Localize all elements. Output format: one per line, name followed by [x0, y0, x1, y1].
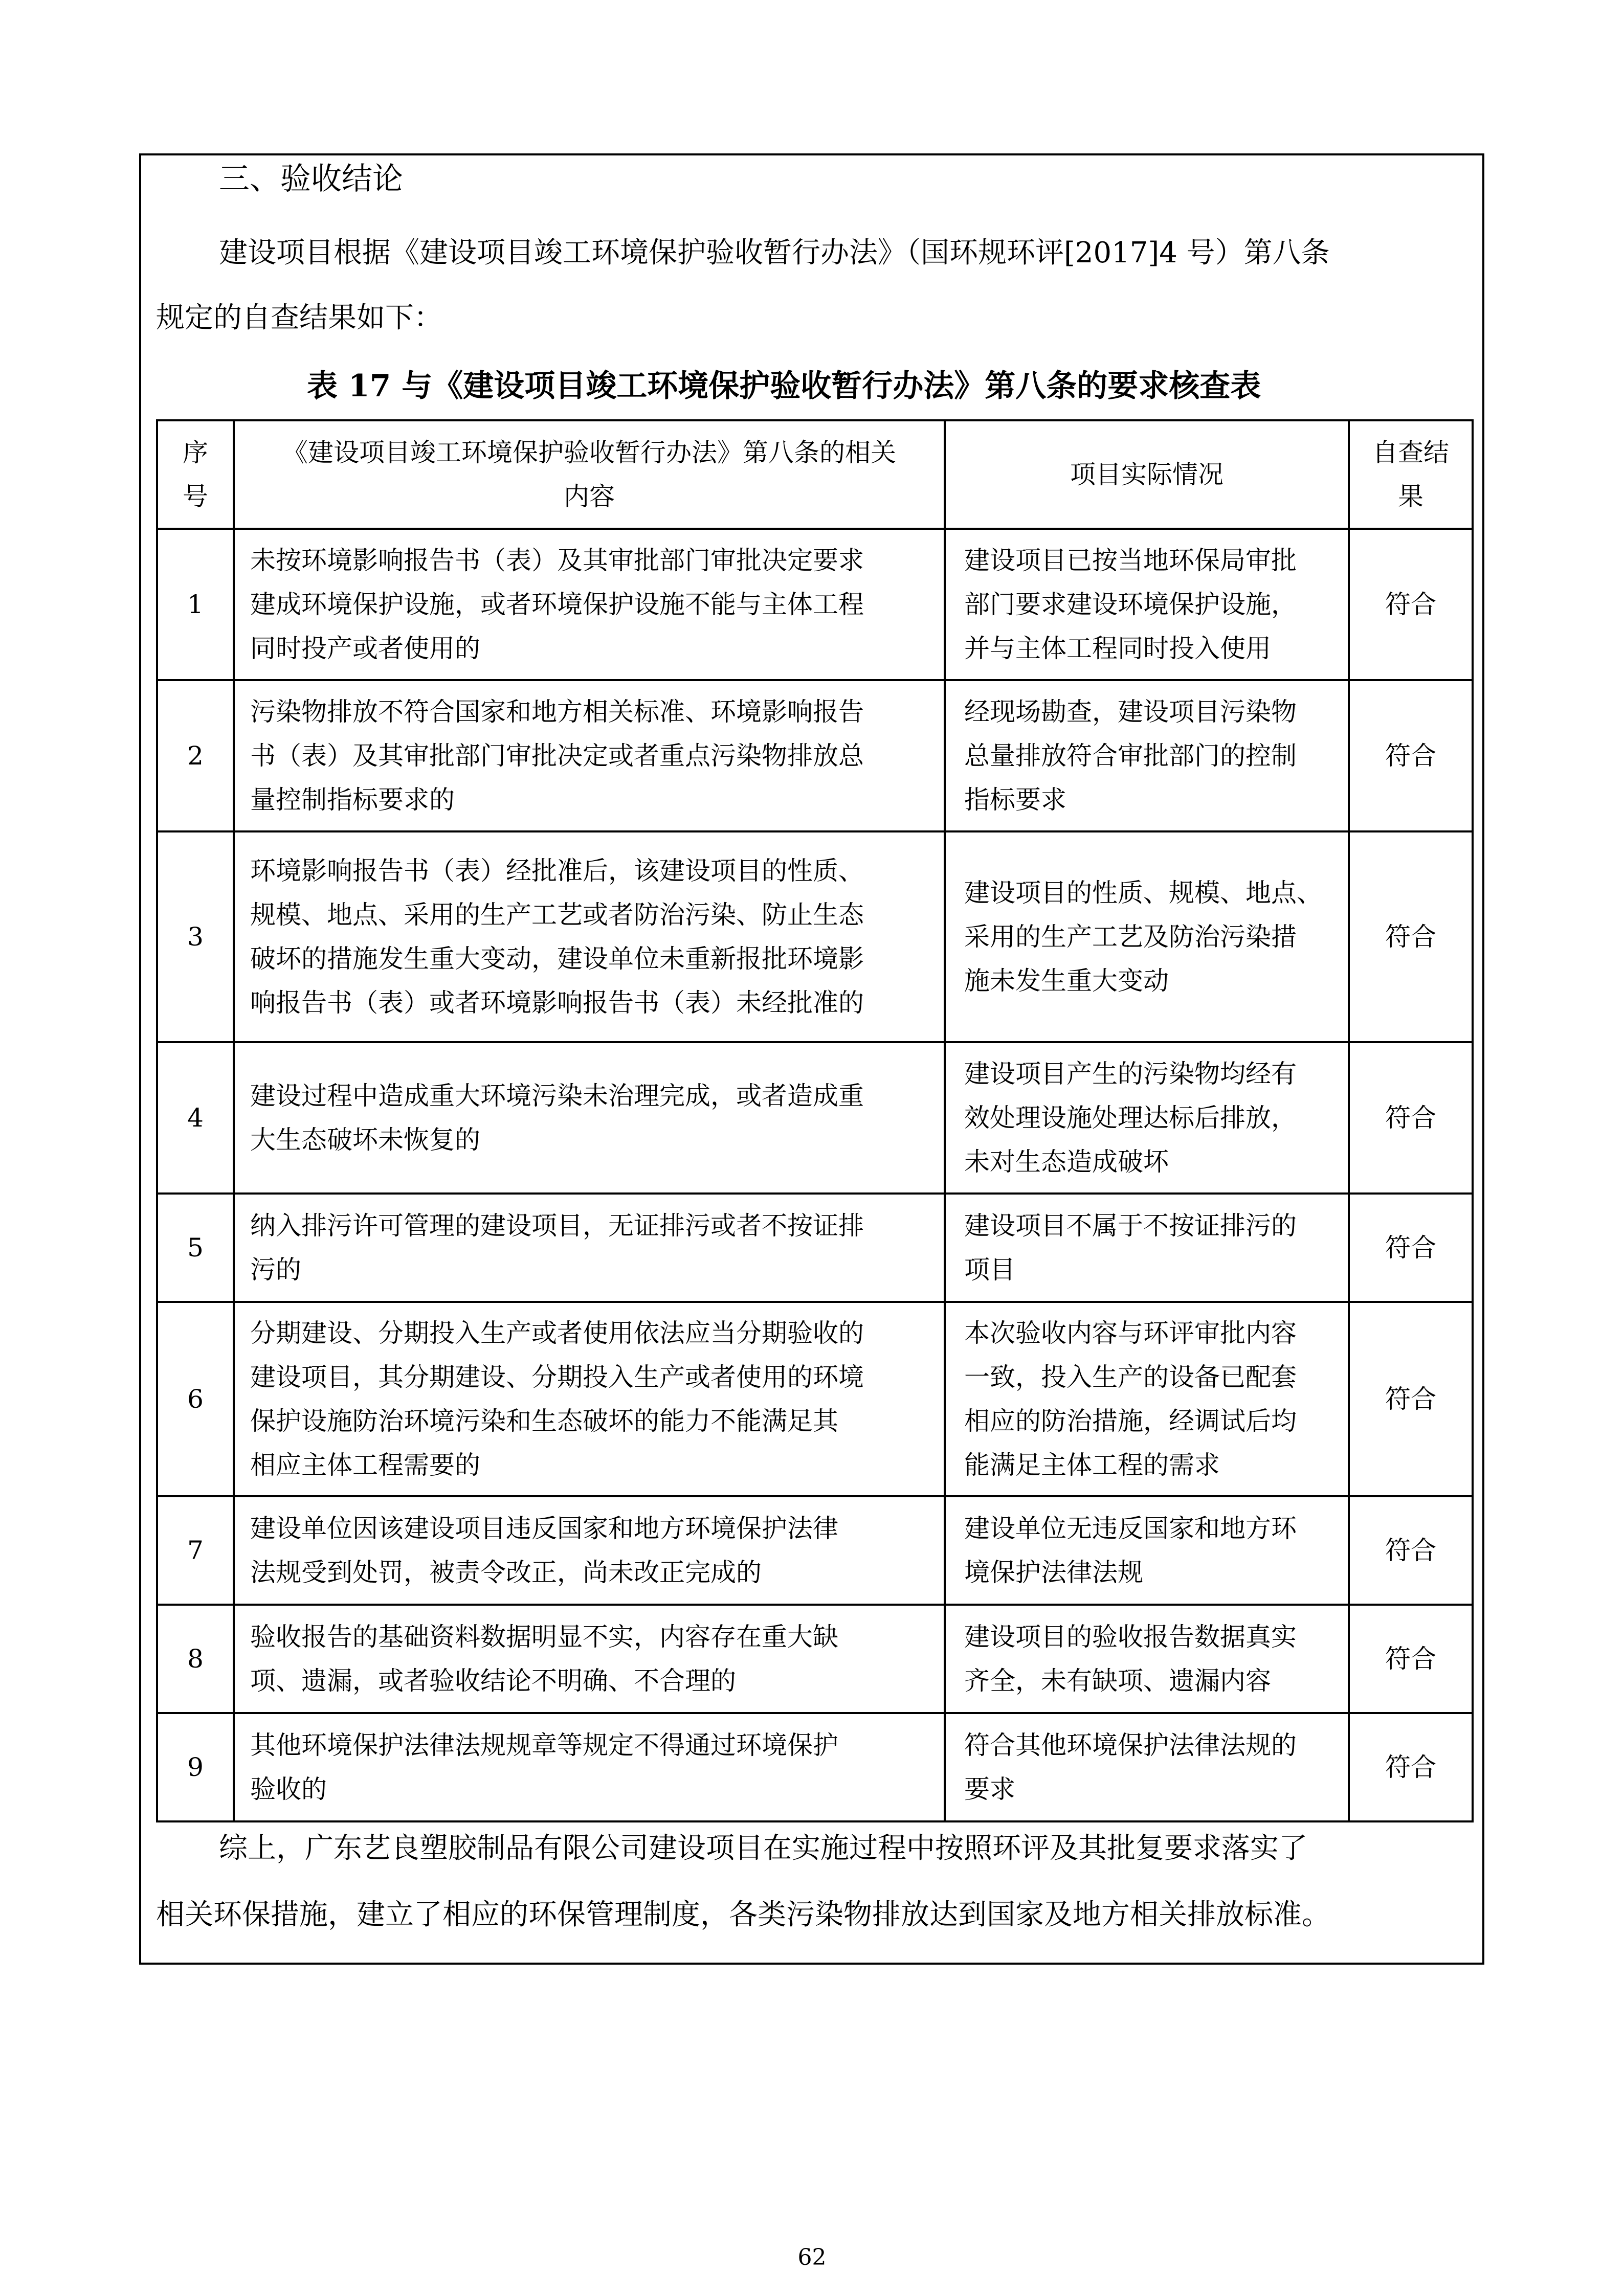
- row-requirement: [234, 1302, 945, 1496]
- table-row: [157, 831, 1473, 1042]
- actual-line: 本次验收内容与环评审批内容: [964, 1318, 1297, 1348]
- row-seq: 9: [157, 1713, 234, 1821]
- conclusion-line-1: 综上，广东艺良塑胶制品有限公司建设项目在实施过程中按照环评及其批复要求落实了: [219, 1832, 1307, 1865]
- row-result: 符合: [1349, 1042, 1473, 1194]
- requirement-line: 破坏的措施发生重大变动，建设单位未重新报批环境影: [250, 944, 864, 974]
- row-actual: [945, 1496, 1349, 1605]
- table-caption: 表 17 与《建设项目竣工环境保护验收暂行办法》第八条的要求核查表: [307, 368, 1261, 404]
- requirement-line: 量控制指标要求的: [250, 785, 455, 815]
- requirement-line: 建成环境保护设施，或者环境保护设施不能与主体工程: [250, 590, 864, 619]
- row-result: 符合: [1349, 1605, 1473, 1713]
- row-actual: [945, 1042, 1349, 1194]
- row-requirement: [234, 1713, 945, 1821]
- requirement-line: 建设过程中造成重大环境污染未治理完成，或者造成重: [250, 1081, 864, 1111]
- requirement-line: 建设项目，其分期建设、分期投入生产或者使用的环境: [250, 1362, 864, 1392]
- requirement-line: 同时投产或者使用的: [250, 634, 480, 663]
- row-actual: [945, 1302, 1349, 1496]
- requirement-line: 污染物排放不符合国家和地方相关标准、环境影响报告: [250, 697, 864, 727]
- table-row: [157, 1605, 1473, 1713]
- requirement-line: 相应主体工程需要的: [250, 1450, 480, 1480]
- row-requirement: [234, 1042, 945, 1194]
- table-row: [157, 1713, 1473, 1821]
- row-result: 符合: [1349, 680, 1473, 831]
- actual-line: 采用的生产工艺及防治污染措: [964, 922, 1297, 952]
- page-number: 62: [797, 2244, 827, 2270]
- requirement-line: 大生态破坏未恢复的: [250, 1125, 480, 1155]
- requirement-line: 验收报告的基础资料数据明显不实，内容存在重大缺: [250, 1622, 838, 1652]
- actual-line: 未对生态造成破坏: [964, 1147, 1169, 1177]
- table-row: [157, 1042, 1473, 1194]
- actual-line: 建设项目不属于不按证排污的: [964, 1211, 1297, 1241]
- actual-line: 建设项目产生的污染物均经有: [964, 1059, 1297, 1089]
- intro-line-1: 建设项目根据《建设项目竣工环境保护验收暂行办法》（国环规环评[2017]4 号）第八条: [219, 236, 1330, 269]
- actual-line: 建设项目的验收报告数据真实: [964, 1622, 1297, 1652]
- row-requirement: [234, 529, 945, 680]
- row-requirement: [234, 1496, 945, 1605]
- conclusion-line-2: 相关环保措施，建立了相应的环保管理制度，各类污染物排放达到国家及地方相关排放标准。: [156, 1898, 1330, 1931]
- actual-line: 一致，投入生产的设备已配套: [964, 1362, 1297, 1392]
- row-result: 符合: [1349, 1713, 1473, 1821]
- actual-line: 部门要求建设环境保护设施，: [964, 590, 1297, 619]
- actual-line: 境保护法律法规: [964, 1558, 1143, 1587]
- actual-line: 并与主体工程同时投入使用: [964, 634, 1271, 663]
- actual-line: 施未发生重大变动: [964, 966, 1169, 996]
- row-seq: 1: [157, 529, 234, 680]
- row-seq: 4: [157, 1042, 234, 1194]
- actual-line: 建设单位无违反国家和地方环: [964, 1514, 1297, 1543]
- actual-line: 指标要求: [964, 785, 1066, 815]
- requirement-line: 项、遗漏，或者验收结论不明确、不合理的: [250, 1666, 736, 1696]
- actual-line: 能满足主体工程的需求: [964, 1450, 1220, 1480]
- row-seq: 3: [157, 831, 234, 1042]
- header-seq: 序 号: [157, 420, 234, 529]
- row-seq: 7: [157, 1496, 234, 1605]
- row-requirement: [234, 831, 945, 1042]
- row-requirement: [234, 680, 945, 831]
- requirement-line: 未按环境影响报告书（表）及其审批部门审批决定要求: [250, 546, 864, 575]
- row-actual: [945, 831, 1349, 1042]
- table-row: [157, 1496, 1473, 1605]
- actual-line: 要求: [964, 1774, 1015, 1804]
- requirement-line: 验收的: [250, 1774, 327, 1804]
- intro-line-2: 规定的自查结果如下：: [156, 301, 442, 334]
- requirement-line: 书（表）及其审批部门审批决定或者重点污染物排放总: [250, 741, 864, 771]
- requirement-line: 法规受到处罚，被责令改正，尚未改正完成的: [250, 1558, 762, 1587]
- table-row: [157, 1194, 1473, 1302]
- actual-line: 相应的防治措施，经调试后均: [964, 1406, 1297, 1436]
- requirement-line: 保护设施防治环境污染和生态破坏的能力不能满足其: [250, 1406, 838, 1436]
- header-actual: 项目实际情况: [945, 420, 1349, 529]
- row-result: 符合: [1349, 1194, 1473, 1302]
- row-seq: 6: [157, 1302, 234, 1496]
- requirement-line: 环境影响报告书（表）经批准后，该建设项目的性质、: [250, 856, 864, 886]
- header-requirement: 《建设项目竣工环境保护验收暂行办法》第八条的相关 内容: [234, 420, 945, 529]
- actual-line: 效处理设施处理达标后排放，: [964, 1103, 1297, 1133]
- table-header-row: [157, 420, 1473, 529]
- actual-line: 建设项目已按当地环保局审批: [964, 546, 1297, 575]
- actual-line: 齐全，未有缺项、遗漏内容: [964, 1666, 1271, 1696]
- row-seq: 2: [157, 680, 234, 831]
- table-row: [157, 529, 1473, 680]
- requirement-line: 其他环境保护法律法规规章等规定不得通过环境保护: [250, 1730, 838, 1760]
- actual-line: 项目: [964, 1255, 1015, 1285]
- actual-line: 建设项目的性质、规模、地点、: [964, 878, 1322, 908]
- row-requirement: [234, 1605, 945, 1713]
- requirement-line: 规模、地点、采用的生产工艺或者防治污染、防止生态: [250, 900, 864, 930]
- actual-line: 经现场勘查，建设项目污染物: [964, 697, 1297, 727]
- row-result: 符合: [1349, 1496, 1473, 1605]
- requirement-line: 建设单位因该建设项目违反国家和地方环境保护法律: [250, 1514, 838, 1543]
- requirement-line: 分期建设、分期投入生产或者使用依法应当分期验收的: [250, 1318, 864, 1348]
- table-row: [157, 680, 1473, 831]
- row-actual: [945, 1605, 1349, 1713]
- requirement-line: 纳入排污许可管理的建设项目，无证排污或者不按证排: [250, 1211, 864, 1241]
- requirement-line: 污的: [250, 1255, 301, 1285]
- requirement-line: 响报告书（表）或者环境影响报告书（表）未经批准的: [250, 988, 864, 1018]
- row-seq: 5: [157, 1194, 234, 1302]
- row-actual: [945, 529, 1349, 680]
- row-result: 符合: [1349, 529, 1473, 680]
- row-result: 符合: [1349, 831, 1473, 1042]
- section-heading: 三、验收结论: [219, 161, 403, 197]
- row-actual: [945, 680, 1349, 831]
- actual-line: 符合其他环境保护法律法规的: [964, 1730, 1297, 1760]
- row-actual: [945, 1713, 1349, 1821]
- row-actual: [945, 1194, 1349, 1302]
- compliance-table: [156, 419, 1474, 1822]
- row-result: 符合: [1349, 1302, 1473, 1496]
- row-seq: 8: [157, 1605, 234, 1713]
- actual-line: 总量排放符合审批部门的控制: [964, 741, 1297, 771]
- header-result: 自查结 果: [1349, 420, 1473, 529]
- row-requirement: [234, 1194, 945, 1302]
- compliance-table-body: [157, 420, 1473, 1821]
- table-row: [157, 1302, 1473, 1496]
